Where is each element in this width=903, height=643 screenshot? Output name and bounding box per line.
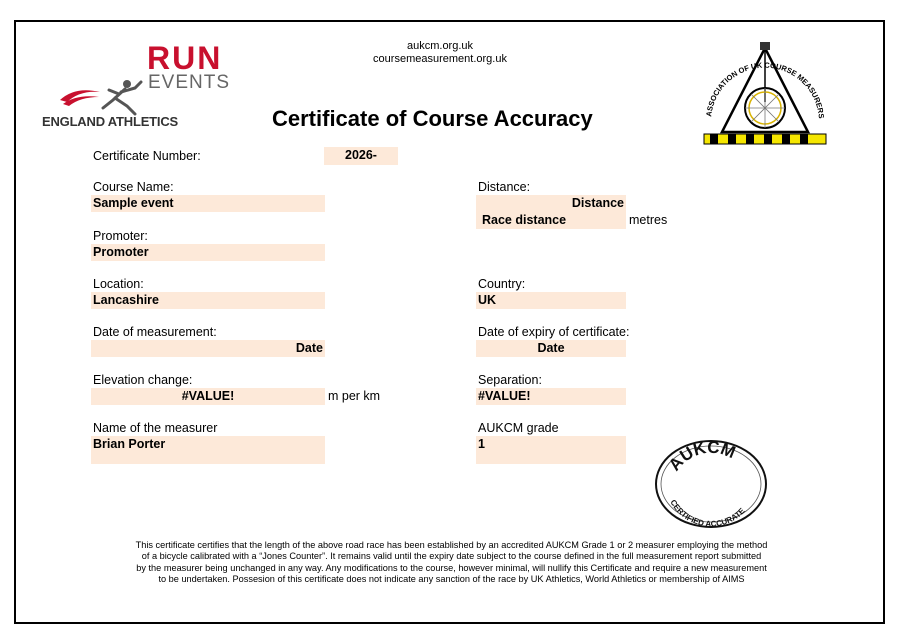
measurer-label: Name of the measurer [93, 421, 218, 435]
url-aukcm: aukcm.org.uk [406, 40, 474, 52]
expiry-label: Date of expiry of certificate: [478, 325, 630, 339]
run-events-run-text: RUN [147, 40, 223, 76]
elevation-label: Elevation change: [93, 373, 193, 387]
country-field: UK [476, 292, 626, 309]
england-athletics-text: ENGLAND ATHLETICS [42, 114, 178, 129]
measurer-field: Brian Porter [91, 436, 325, 464]
certificate-number-label: Certificate Number: [93, 149, 201, 163]
separation-label: Separation: [478, 373, 542, 387]
location-label: Location: [93, 277, 144, 291]
expiry-field: Date [476, 340, 626, 357]
run-events-logo [40, 40, 240, 135]
certificate-number-field: 2026- [324, 147, 398, 165]
badge-arc-text: ASSOCIATION OF UK COURSE MEASURERS [704, 60, 826, 119]
page-title: Certificate of Course Accuracy [272, 106, 593, 131]
elevation-unit: m per km [328, 389, 381, 403]
stamp-bottom-text: CERTIFIED ACCURATE [668, 498, 747, 529]
url-coursemeasurement: coursemeasurement.org.uk [373, 53, 507, 65]
svg-text:AUKCM [665, 438, 738, 475]
distance-unit: metres [629, 213, 668, 227]
disclaimer-line-3: by the measurer being unchanged in any way. Any modifications to the course, however minimal, will nullify this Certificate and require a new measurement [136, 562, 767, 573]
date-measurement-label: Date of measurement: [93, 325, 217, 339]
run-events-events-text: EVENTS [148, 72, 231, 93]
date-measurement-field: Date [91, 340, 325, 357]
disclaimer-line-2: of a bicycle calibrated with a “Jones Counter”. It remains valid until the expiry date subject to the course defined in the full measurement report submitted [141, 551, 762, 562]
distance-field: Distance [476, 195, 626, 212]
certified-accurate-stamp [652, 432, 770, 530]
disclaimer-line-1: This certificate certifies that the length of the above road race has been established by an accredited AUKCM Grade 1 or 2 measurer employing the method [135, 540, 768, 550]
stamp-top-text: AUKCM [664, 437, 739, 475]
distance-value-field: Race distance [476, 212, 626, 229]
svg-text:CERTIFIED ACCURATE [668, 498, 747, 528]
disclaimer-text [40, 540, 863, 585]
athlete-icon [55, 78, 145, 118]
separation-field: #VALUE! [476, 388, 626, 405]
elevation-field: #VALUE! [91, 388, 325, 405]
promoter-field: Promoter [91, 244, 325, 261]
aukcm-badge-logo [700, 40, 830, 148]
grade-field: 1 [476, 436, 626, 464]
course-name-field: Sample event [91, 195, 325, 212]
country-label: Country: [478, 277, 526, 291]
promoter-label: Promoter: [93, 229, 148, 243]
header-urls [330, 40, 550, 66]
course-name-label: Course Name: [93, 180, 174, 194]
disclaimer-line-4: to be undertaken. Possesion of this certificate does not indicate any sanction of the race by UK Athletics, World Athletics or membership of AIMS [158, 573, 745, 584]
location-field: Lancashire [91, 292, 325, 309]
grade-label: AUKCM grade [478, 421, 559, 435]
distance-label: Distance: [478, 180, 531, 194]
